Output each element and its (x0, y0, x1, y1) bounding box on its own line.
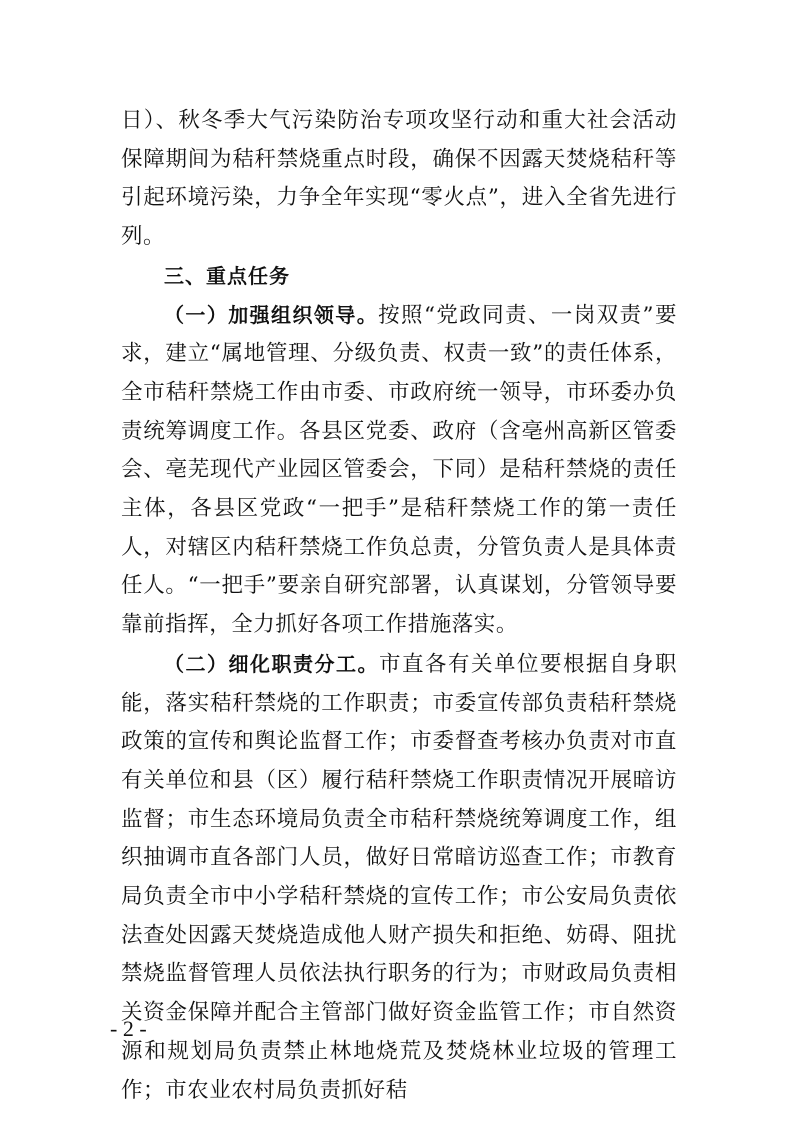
item-2-body: 市直各有关单位要根据自身职能，落实秸秆禁烧的工作职责；市委宣传部负责秸秆禁烧政策的宣传和舆论监督工作；市委督查考核办负责对市直有关单位和县（区）履行秸秆禁烧工作职责情况开展暗访监督；市生态环境局负责全市秸秆禁烧统筹调度工作，组织抽调市直各部门人员，做好日常暗访巡查工作；市教育局负责全市中小学秸秆禁烧的宣传工作；市公安局负责依法查处因露天焚烧造成他人财产损失和拒绝、妨碍、阻扰禁烧监督管理人员依法执行职务的行为；市财政局负责相关资金保障并配合主管部门做好资金监管工作；市自然资源和规划局负责禁止林地烧荒及焚烧林业垃圾的管理工作；市农业农村局负责抓好秸 (121, 651, 678, 1103)
document-body (121, 102, 677, 1110)
item-2-paragraph (121, 645, 677, 1110)
continuation-paragraph: 日）、秋冬季大气污染防治专项攻坚行动和重大社会活动保障期间为秸秆禁烧重点时段，确保不因露天焚烧秸秆等引起环境污染，力争全年实现“零火点”，进入全省先进行列。 (121, 108, 677, 250)
section-heading: 三、重点任务 (164, 263, 290, 288)
page-number: - 2 - (110, 1016, 147, 1041)
item-1-lead: （一）加强组织领导。 (164, 302, 379, 327)
item-2-lead: （二）细化职责分工。 (164, 651, 379, 676)
item-1-paragraph (121, 296, 677, 645)
item-1-body: 按照“党政同责、一岗双责”要求，建立“属地管理、分级负责、权责一致”的责任体系，全市秸秆禁烧工作由市委、市政府统一领导，市环委办负责统筹调度工作。各县区党委、政府（含亳州高新区管委会、亳芜现代产业园区管委会，下同）是秸秆禁烧的责任主体，各县区党政“一把手”是秸秆禁烧工作的第一责任人，对辖区内秸秆禁烧工作负总责，分管负责人是具体责任人。“一把手”要亲自研究部署，认真谋划，分管领导要靠前指挥，全力抓好各项工作措施落实。 (121, 302, 678, 638)
